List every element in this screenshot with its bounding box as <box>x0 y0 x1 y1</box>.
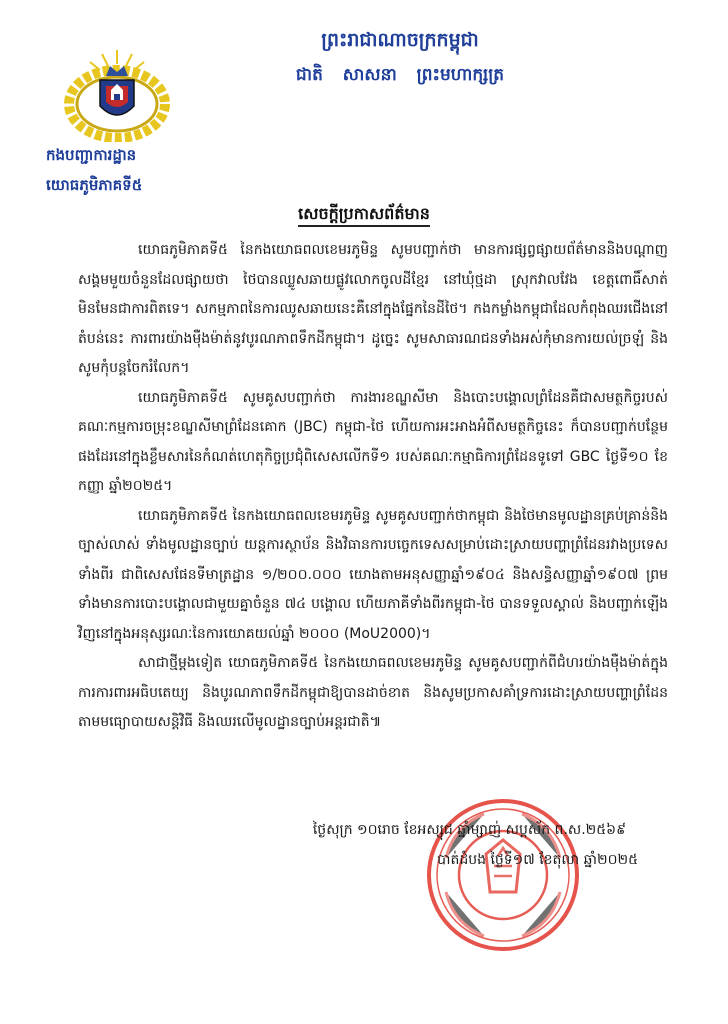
document-title <box>0 203 728 227</box>
document-title-text: សេចក្តីប្រកាសព័ត៌មាន <box>298 204 430 227</box>
national-motto: ជាតិ សាសនា ព្រះមហាក្សត្រ <box>295 65 505 85</box>
unit-name-line-1: កងបញ្ជាការដ្ឋាន <box>46 146 137 164</box>
military-emblem-icon <box>62 46 172 142</box>
document-body <box>78 236 668 738</box>
paragraph-1: យោធភូមិភាគទី៥ នៃកងយោធពលខេមរភូមិន្ទ សូមបញ្ជាក់ថា មានការផ្សព្វផ្សាយព័ត៌មាននិងបណ្តាញសង្គមមួយចំនួនដែលផ្សាយថា ថៃបានឈ្លូសឆាយផ្លូវលោកចូលដីខ្មែរ នៅឃុំថ្មដា ស្រុកវាលវែង ខេត្តពោធិ៍សាត់ មិនមែនជាការពិតទេ។ សកម្មភាពនៃការឈូសឆាយនេះគឺនៅក្នុងផ្នែកនៃដីថៃ។ កងកម្លាំងកម្ពុជាដែលកំពុងឈរជើងនៅតំបន់នេះ ការពារយ៉ាងម៉ឺងម៉ាត់នូវបូរណភាពទឹកដីកម្ពុជា។ ដូច្នេះ សូមសាធារណជនទាំងអស់កុំមានការយល់ច្រឡំ និងសូមកុំបន្តចែករំលែក។ <box>78 242 668 376</box>
lunar-date: ថ្ងៃសុក្រ ១០រោច ខែអស្សុជ ឆ្នាំម្សាញ់ សប្តស័ក ព.ស.២៥៦៩ <box>312 822 626 838</box>
paragraph-2: យោធភូមិភាគទី៥ សូមគូសបញ្ជាក់ថា ការងារខណ្ឌសីមា និងបោះបង្គោលព្រំដែនគឺជាសមត្ថកិច្ចរបស់គណៈកម្មការចម្រុះខណ្ឌសីមាព្រំដែនគោក (JBC) កម្ពុជា-ថៃ ហើយការអះអាងអំពីសមត្ថកិច្ចនេះ ក៏បានបញ្ជាក់បន្ថែមផងដែរនៅក្នុងខ្លឹមសារនៃកំណត់ហេតុកិច្ចប្រជុំពិសេសលើកទី១ របស់គណៈកម្មាធិការព្រំដែនទូទៅ GBC ថ្ងៃទី១០ ខែកញ្ញា ឆ្នាំ២០២៥។ <box>78 389 668 494</box>
unit-name-line-2: យោធភូមិភាគទី៥ <box>46 176 143 194</box>
kingdom-title: ព្រះរាជាណាចក្រកម្ពុជា <box>321 29 479 51</box>
paragraph-3: យោធភូមិភាគទី៥ នៃកងយោធពលខេមរភូមិន្ទ សូមគូសបញ្ជាក់ថាកម្ពុជា និងថៃមានមូលដ្ឋានគ្រប់គ្រាន់និងច្បាស់លាស់ ទាំងមូលដ្ឋានច្បាប់ យន្តការស្ថាប័ន និងវិធានការបច្ចេកទេសសម្រាប់ដោះស្រាយបញ្ហាព្រំដែនរវាងប្រទេសទាំងពីរ ជាពិសេសផែនទីមាត្រដ្ឋាន ១/២០០.០០០ យោងតាមអនុសញ្ញាឆ្នាំ១៩០៤ និងសន្ធិសញ្ញាឆ្នាំ១៩០៧ ព្រមទាំងមានការបោះបង្គោលជាមួយគ្នាចំនួន ៧៤ បង្គោល ហើយភាគីទាំងពីរកម្ពុជា-ថៃ បានទទួលស្គាល់ និងបញ្ជាក់ឡើងវិញនៅក្នុងអនុស្សរណៈនៃការយោគយល់ឆ្នាំ ២០០០ (MoU2000)។ <box>78 507 668 642</box>
paragraph-4: សាជាថ្មីម្តងទៀត យោធភូមិភាគទី៥ នៃកងយោធពលខេមរភូមិន្ទ សូមគូសបញ្ជាក់ពីជំហរយ៉ាងម៉ឺងម៉ាត់ក្នុងការការពារអធិបតេយ្យ និងបូរណភាពទឹកដីកម្ពុជាឱ្យបានដាច់ខាត និងសូមប្រកាសគាំទ្រការដោះស្រាយបញ្ហាព្រំដែនតាមមធ្យោបាយសន្តិវិធី និងឈរលើមូលដ្ឋានច្បាប់អន្តរជាតិ៕ <box>78 655 668 730</box>
place-and-date: បាត់ដំបង ថ្ងៃទី១៧ ខែតុលា ឆ្នាំ២០២៥ <box>437 852 638 868</box>
